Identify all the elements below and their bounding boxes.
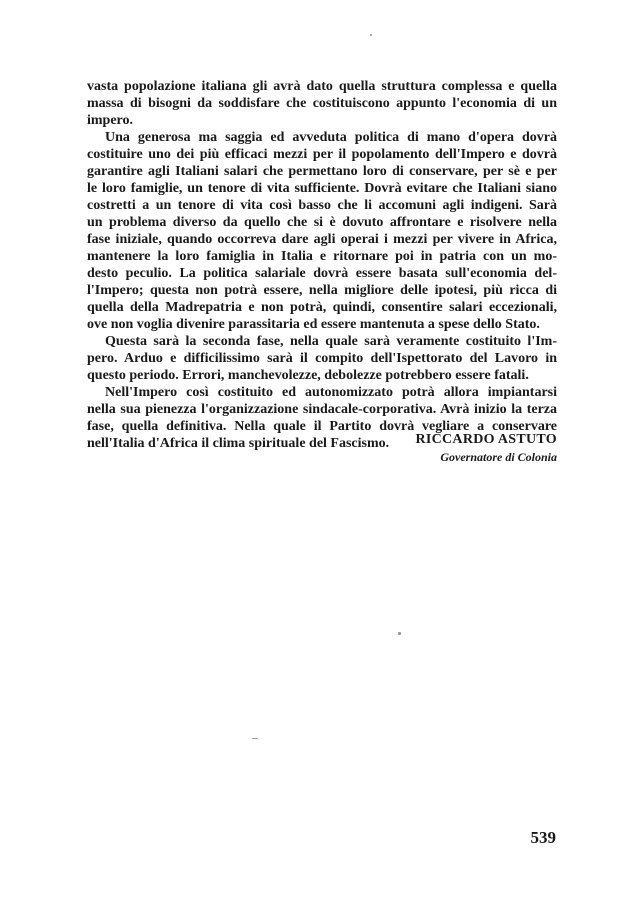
body-line: fase iniziale, quando occorreva dare agli operai i mezzi per vivere in Africa, [87,232,557,247]
body-line: vasta popolazione italiana gli avrà dato quella struttura complessa e quella [87,79,557,94]
body-line: le loro famiglie, un tenore di vita sufficiente. Dovrà evitare che Italiani siano [87,181,557,196]
body-line: nell'Italia d'Africa il clima spirituale del Fascismo. [87,436,390,451]
body-line: questo periodo. Errori, manchevolezze, debolezze potrebbero essere fatali. [87,368,529,383]
body-line: Una generosa ma saggia ed avveduta politica di mano d'opera dovrà [105,130,557,145]
body-line: fase, quella definitiva. Nella quale il Partito dovrà vegliare a conservare [87,419,557,434]
author-name: RICCARDO ASTUTO [415,432,557,447]
author-title: Governatore di Colonia [440,450,557,464]
signature-block [415,431,557,465]
body-line: l'Impero; questa non potrà essere, nella migliore delle ipotesi, più ricca di [87,283,557,298]
body-line: Nell'Impero così costituito ed autonomizzato potrà allora impiantarsi [105,385,557,400]
article-body [87,78,557,452]
body-line: mantenere la loro famiglia in Italia e ritornare poi in patria con un mo- [87,249,557,264]
body-line: quella della Madrepatria e non potrà, quindi, consentire salari eccezionali, [87,300,557,315]
body-line: pero. Arduo e difficilissimo sarà il compito dell'Ispettorato del Lavoro in [87,351,557,366]
body-line: un problema diverso da quello che si è dovuto affrontare e risolvere nella [87,215,557,230]
body-line: Questa sarà la seconda fase, nella quale sarà veramente costituito l'Im- [105,334,557,349]
body-line: desto peculio. La politica salariale dovrà essere basata sull'economia del- [87,266,557,281]
scan-speck [398,632,401,635]
scan-speck [370,34,372,36]
body-line: costretti a un tenore di vita così basso che li accomuni agli indigeni. Sarà [87,198,557,213]
body-line: impero. [87,113,134,128]
body-line: ove non voglia divenire parassitaria ed essere mantenuta a spese dello Stato. [87,317,540,332]
body-line: garantire agli Italiani salari che permettano loro di conservare, per sè e per [87,164,557,179]
body-line: nella sua pienezza l'organizzazione sindacale-corporativa. Avrà inizio la terza [87,402,557,417]
body-line: costituire uno dei più efficaci mezzi per il popolamento dell'Impero e dovrà [87,147,557,162]
body-line: massa di bisogni da soddisfare che costituiscono appunto l'economia di un [87,96,557,111]
page-number: 539 [530,828,556,847]
scan-speck [252,738,258,739]
